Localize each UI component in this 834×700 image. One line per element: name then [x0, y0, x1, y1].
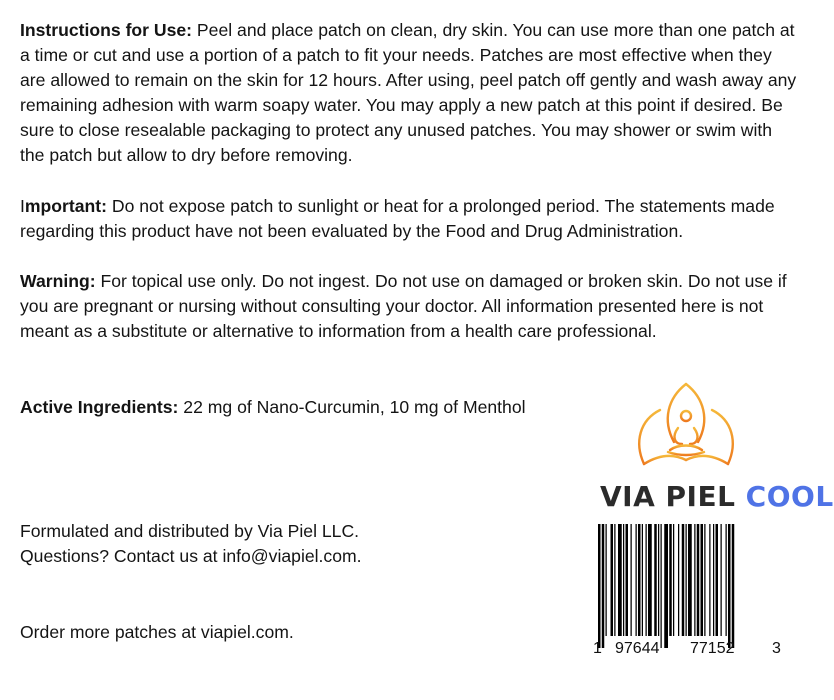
barcode-bar	[611, 524, 614, 636]
barcode-bar	[638, 524, 641, 636]
barcode-bar	[661, 524, 662, 648]
warning-label: Warning:	[20, 271, 96, 291]
barcode-bar	[732, 524, 735, 648]
brand-accent-word: COOL	[745, 480, 834, 513]
warning-text: For topical use only. Do not ingest. Do not use on damaged or broken skin. Do not use if you are pregnant or nursing without consulting your doctor. All information presented here is not meant as a substitute or alternative to information from a health care professional.	[20, 271, 787, 341]
brand-name: VIA PIEL	[600, 480, 746, 513]
formulated-by-text: Formulated and distributed by Via Piel LLC.	[20, 521, 360, 541]
upc-barcode	[598, 524, 773, 648]
active-ingredients-label: Active Ingredients:	[20, 397, 179, 417]
barcode-bar	[636, 524, 637, 636]
barcode-bar	[618, 524, 622, 636]
barcode-bar	[682, 524, 685, 636]
barcode-bar	[726, 524, 727, 636]
barcode-bar	[721, 524, 722, 636]
barcode-bar	[631, 524, 632, 636]
barcode-bar	[728, 524, 731, 648]
barcode-group-left: 97644	[615, 640, 660, 657]
contact-text: Questions? Contact us at info@viapiel.com.	[20, 546, 362, 566]
meditating-figure-lotus-icon	[630, 380, 742, 472]
order-more-text: Order more patches at viapiel.com.	[20, 622, 294, 642]
barcode-bar	[658, 524, 659, 636]
barcode-number	[590, 640, 790, 662]
barcode-bar	[598, 524, 601, 648]
barcode-bar	[664, 524, 668, 648]
important-paragraph	[20, 194, 800, 244]
important-label: mportant:	[24, 196, 107, 216]
barcode-bar	[701, 524, 704, 636]
barcode-bar	[654, 524, 657, 636]
barcode-bar	[688, 524, 692, 636]
barcode-bar	[669, 524, 672, 636]
barcode-bar	[713, 524, 714, 636]
barcode-bar	[686, 524, 687, 636]
barcode-bar	[709, 524, 710, 636]
warning-paragraph	[20, 269, 800, 344]
barcode-digit-first: 1	[593, 640, 602, 657]
brand-wordmark	[600, 480, 834, 513]
instructions-paragraph	[20, 18, 800, 168]
barcode-bar	[704, 524, 705, 636]
barcode-bar	[648, 524, 652, 636]
barcode-bar	[716, 524, 719, 636]
barcode-bar	[678, 524, 679, 636]
barcode-bar	[626, 524, 629, 636]
barcode-bar	[623, 524, 624, 636]
active-ingredients-text: 22 mg of Nano-Curcumin, 10 mg of Menthol	[178, 397, 526, 417]
important-prefix: I	[20, 196, 25, 216]
barcode-bar	[614, 524, 615, 636]
barcode-group-right: 77152	[690, 640, 735, 657]
barcode-bar	[694, 524, 695, 636]
barcode-bar	[646, 524, 647, 636]
barcode-bar	[642, 524, 643, 636]
barcode-bar	[673, 524, 674, 636]
barcode-bar	[697, 524, 700, 636]
barcode-bar	[606, 524, 607, 636]
barcode-digit-last: 3	[772, 640, 781, 657]
instructions-text: Peel and place patch on clean, dry skin. You can use more than one patch at a time or cut and use a portion of a patch to fit your needs. Patches are most effective when they are allowed to remain on the skin for 12 hours. After using, peel patch off gently and wash away any remaining adhesion with warm soapy water. You may apply a new patch at this point if desired. Be sure to close resealable packaging to protect any unused patches. You may shower or swim with the patch but allow to dry before removing.	[20, 20, 797, 165]
instructions-label: Instructions for Use:	[20, 20, 193, 40]
important-text: Do not expose patch to sunlight or heat for a prolonged period. The statements made regarding this product have not been evaluated by the Food and Drug Administration.	[20, 196, 775, 241]
barcode-bar	[602, 524, 605, 648]
